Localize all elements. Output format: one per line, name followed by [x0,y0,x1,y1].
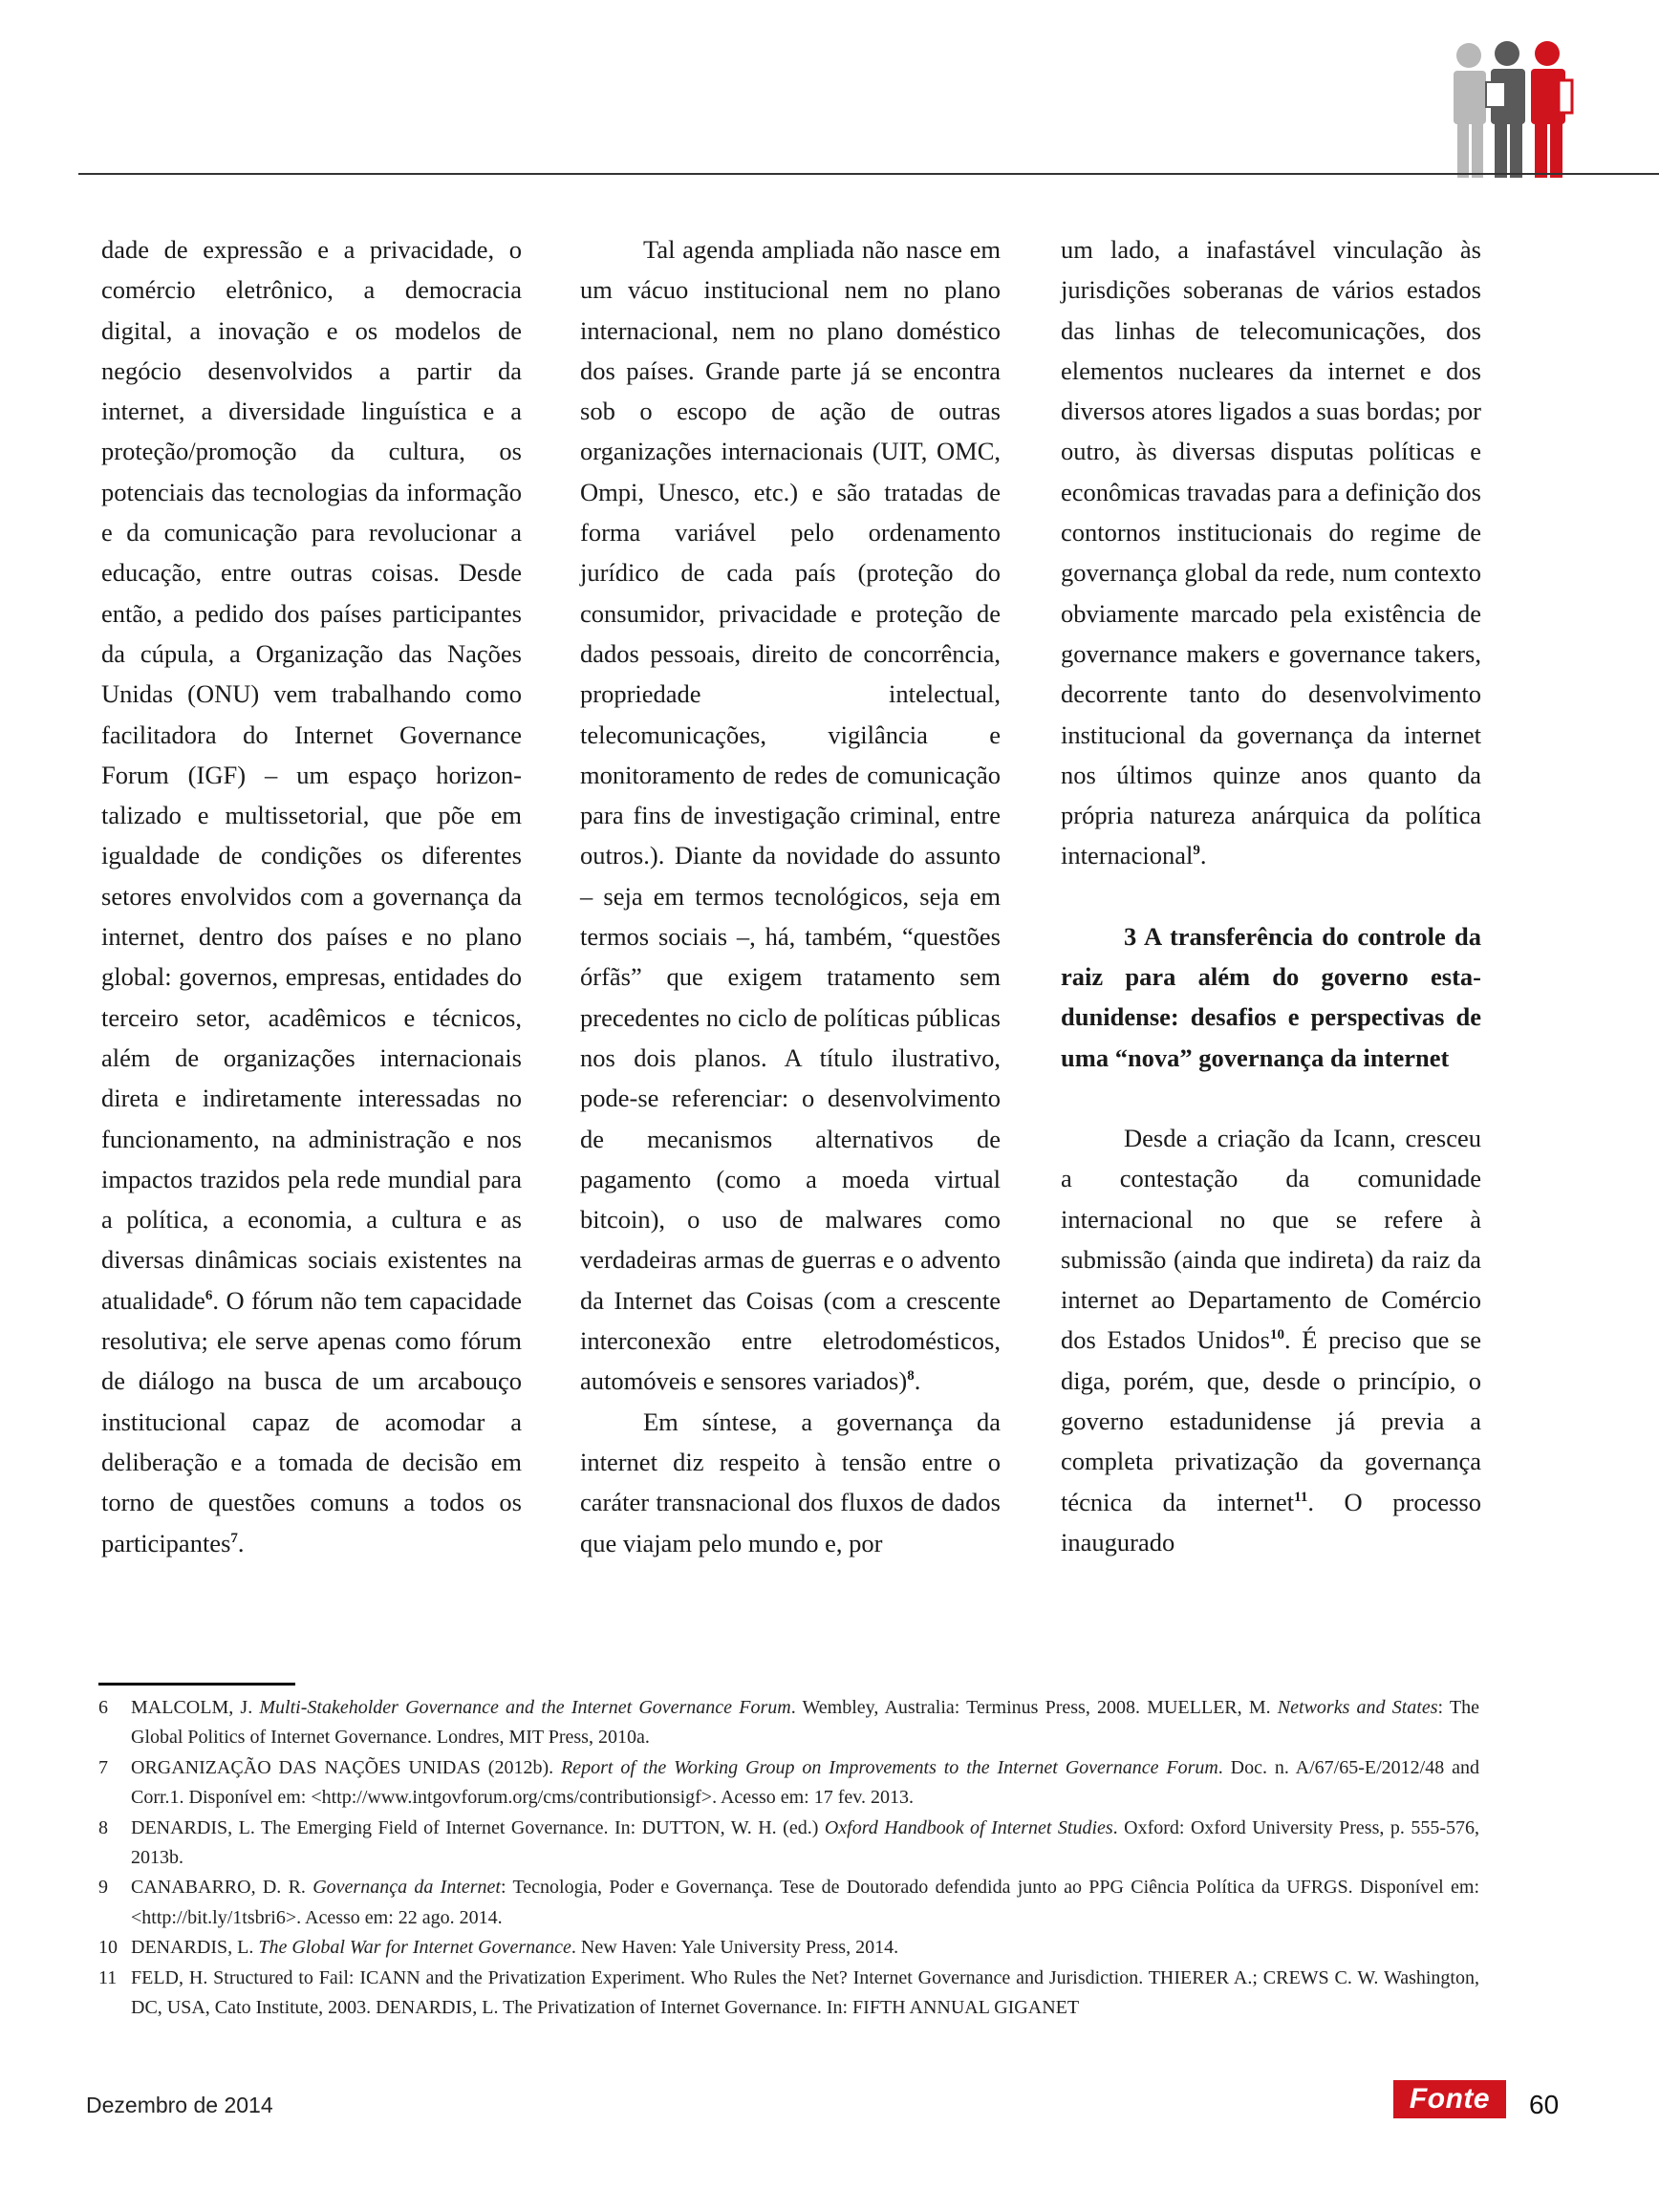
footnote-text: : The Global Politics of Internet Governance. Londres, MIT Press, 2010a. [131,1697,1479,1749]
text-column-2 [580,229,1001,1563]
footnote-number: 6 [98,1697,108,1718]
footnote-title: Report of the Working Group on Improvements to the Internet Governance Forum [561,1756,1218,1778]
paragraph-text: . [914,1366,921,1396]
paragraph-text: . [237,1528,245,1557]
footnote-text: FELD, H. Structured to Fail: ICANN and the Privatization Experiment. Who Rules the Net? Internet Governance and Jurisdiction. THIERER A.; CREWS C. W. Washington, DC, USA, Cato Institute, 2003. DENARDIS, L. The Privatization of Internet Governance. In: FIFTH ANNUAL GIGANET [131,1966,1479,2019]
footnote [98,1933,1479,1963]
footnotes [98,1693,1479,2023]
text-column-1 [101,229,522,1563]
spacer [1061,876,1481,916]
magazine-logo: Fonte [1393,2080,1506,2118]
footnote-ref[interactable]: 9 [1193,843,1200,859]
section-heading: 3 A transferência do controle da raiz para além do governo estadunidense: desafios e perspectivas de uma “nova” governança da internet [1061,921,1481,1072]
footnote-title: Networks and States [1277,1697,1438,1718]
footnote-text: . Wembley, Australia: Terminus Press, 2008. MUELLER, M. [790,1697,1278,1718]
footnote-title: Governança da Internet [312,1877,501,1899]
footnote-ref[interactable]: 11 [1294,1489,1308,1505]
footnote-title: Oxford Handbook of Internet Studies [824,1816,1113,1838]
footnote-text: DENARDIS, L. [131,1937,259,1959]
footnote-title: Multi-Stakeholder Governance and the Internet Governance Forum [259,1697,791,1718]
paragraph: Em síntese, a governança da internet diz respeito à tensão entre o caráter transnacional dos fluxos de dados que viajam pelo mundo e, por [580,1407,1001,1557]
footnote [98,1693,1479,1753]
people-figures-icon [1448,38,1582,178]
footnote-text[interactable]: : Tecnologia, Poder e Governança. Tese de Doutorado defendida junto ao PPG Ciência Política da UFRGS. Disponível em: <http://bit.ly/1tsbri6>. Acesso em: 22 ago. 2014. [131,1877,1480,1928]
paragraph-text: Tal agenda ampliada não nasce em um vácuo institucional nem no plano internacional, nem no plano doméstico dos países. Grande parte já se encontra sob o escopo de ação de outras organizações internacionais (UIT, OMC, Ompi, Unesco, etc.) e são tratadas de forma variável pelo ordenamento jurídico de cada país (proteção do consumidor, privacidade e proteção de dados pessoais, direito de concorrência, propriedade intelectual, telecomunicações, vigilância e monitoramento de redes de comunicação para fins de investigação criminal, entre outros.). Diante da novidade do assunto – seja em termos tecnológicos, seja em termos sociais –, há, também, “questões órfãs” que exigem tratamento sem precedentes no ciclo de políticas públicas nos dois planos. A título ilustrativo, pode-se referenciar: o desenvolvimento de mecanismos alternativos de pagamento (como a moeda virtual bitcoin), o uso de malwares como verdadeiras armas de guerras e o advento da Internet das Coisas (com a crescente interconexão entre eletrodomésticos, automóveis e sensores variados) [580,235,1001,1396]
footnote-number: 7 [98,1756,108,1778]
footnote-ref[interactable]: 7 [230,1530,238,1546]
footnote [98,1873,1479,1933]
footnote-title: The Global War for Internet Governance [258,1937,571,1959]
footnote-number: 10 [98,1937,118,1959]
spacer [1061,1078,1481,1118]
paragraph-text: um lado, a inafastável vinculação às jurisdições soberanas de vários estados das linhas de telecomunicações, dos elementos nucleares da internet e dos diversos atores ligados a suas bordas; por outro, às diversas disputas políticas e econômicas travadas para a definição dos contornos institucionais do regime de governança global da rede, num contexto obviamente marcado pela existência de governance makers e governance takers, decorrente tanto do desenvolvimento institucional da governança da internet nos últimos quinze anos quanto da própria natureza anárquica da política internacional [1061,235,1481,870]
footnote-text[interactable]: . Doc. n. A/67/65-E/2012/48 and Corr.1. Disponível em: <http://www.intgovforum.org/cms/contributionsigf>. Acesso em: 17 fev. 2013. [131,1756,1479,1809]
paragraph-text: dade de expressão e a privacidade, o comércio eletrônico, a democracia digital, a inovação e os modelos de negócio desenvolvidos a partir da internet, a diversidade linguística e a proteção/promoção da cultura, os potenciais das tecnologias da informação e da comunicação para revolucionar a educação, entre outras coisas. Desde então, a pedido dos países participantes da cúpula, a Organização das Nações Unidas (ONU) vem trabalhando como facilitadora do Internet Governance Forum (IGF) – um espaço horizontalizado e multissetorial, que põe em igualdade de condições os diferentes setores envolvidos com a governança da internet, dentro dos países e no plano global: governos, empresas, entidades do terceiro setor, acadêmicos e técnicos, além de organizações internacionais direta e indiretamente interessadas no funcionamento, na administração e nos impactos trazidos pela rede mundial para a política, a economia, a cultura e as diversas dinâmicas sociais existentes na atualidade [101,235,522,1315]
paragraph [1061,1118,1481,1562]
footnote-ref[interactable]: 6 [205,1287,213,1303]
footnote [98,1753,1479,1814]
footnote-ref[interactable]: 10 [1269,1327,1284,1343]
footnote-ref[interactable]: 8 [907,1368,915,1385]
paragraph [101,229,522,1563]
paragraph-text: . [1199,841,1207,870]
footnote-text: . New Haven: Yale University Press, 2014. [571,1937,899,1959]
footnote [98,1964,1479,2024]
issue-date: Dezembro de 2014 [86,2093,273,2117]
paragraph [580,229,1001,1402]
footnote-text: DENARDIS, L. The Emerging Field of Internet Governance. In: DUTTON, W. H. (ed.) [131,1816,825,1838]
footnote-rule [98,1683,295,1686]
paragraph-text: Desde a criação da Icann, cresceu a contestação da comunidade internacional no que se refere à submissão (ainda que indireta) da raiz da internet ao Departamento de Comércio dos Estados Unidos [1061,1123,1481,1355]
paragraph-text: . O processo inaugurado [1061,1487,1481,1557]
footnote-text: ORGANIZAÇÃO DAS NAÇÕES UNIDAS (2012b). [131,1756,562,1778]
footnote-text: MALCOLM, J. [131,1697,260,1718]
footnote-number: 11 [98,1966,118,1988]
footnote-number: 8 [98,1816,108,1838]
paragraph [1061,229,1481,876]
header-rule [78,173,1659,175]
footnote-text: . Oxford: Oxford University Press, p. 555-576, 2013b. [131,1816,1479,1869]
paragraph-text: . O fórum não tem capacidade resolutiva; ele serve apenas como fórum de diálogo na busca de um arcabouço institucional capaz de acomodar a deliberação e a tomada de decisão em torno de questões comuns a todos os participantes [101,1285,522,1557]
paragraph-text: . É preciso que se diga, porém, que, desde o princípio, o governo estadunidense já previa a completa privatização da governança técnica da internet [1061,1325,1481,1516]
footnote-number: 9 [98,1877,108,1899]
page-number: 60 [1529,2090,1560,2119]
footnote-text: CANABARRO, D. R. [131,1877,313,1899]
footnote [98,1814,1479,1874]
text-column-3 [1061,229,1481,1562]
